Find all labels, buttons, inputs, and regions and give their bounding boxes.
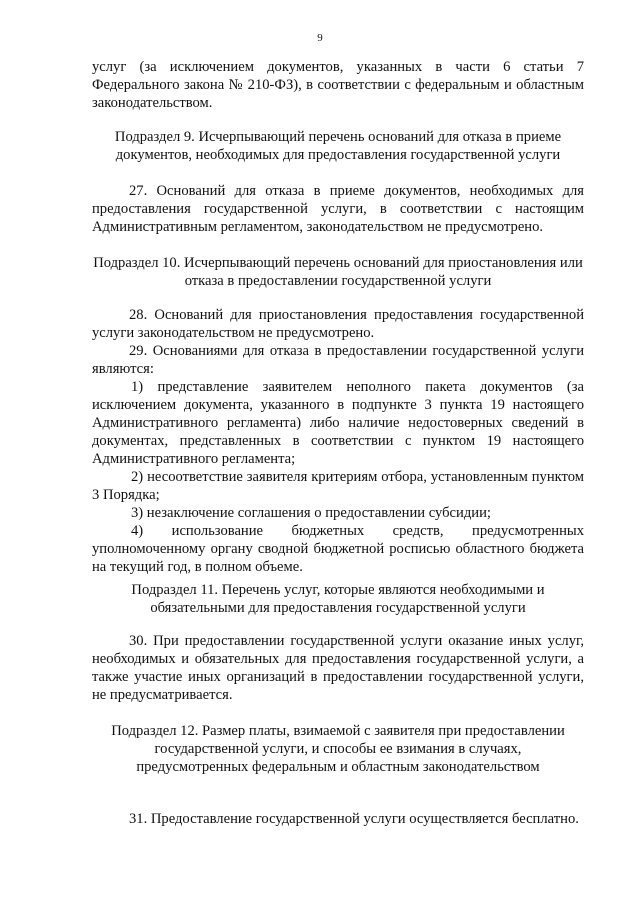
continuation-paragraph: услуг (за исключением документов, указанных в части 6 статьи 7 Федерального закона № 210-ФЗ), в соответствии с федеральным и областным законодательством. (92, 59, 584, 111)
item-29-paragraph: 29. Основаниями для отказа в предоставлении государственной услуги являются: (92, 343, 584, 377)
subsection-9-heading: Подраздел 9. Исчерпывающий перечень оснований для отказа в приеме документов, необходимых для предоставления государственной услуги (114, 129, 562, 163)
subsection-12-heading: Подраздел 12. Размер платы, взимаемой с заявителя при предоставлении государственной услуги, и способы ее взимания в случаях, предусмотренных федеральным и областным законодательством (111, 723, 565, 775)
item-29-4-paragraph: 4) использование бюджетных средств, предусмотренных уполномоченному органу сводной бюджетной росписью областного бюджета на текущий год, в полном объеме. (92, 523, 584, 575)
item-31-paragraph: 31. Предоставление государственной услуги осуществляется бесплатно. (129, 811, 579, 827)
subsection-10-heading: Подраздел 10. Исчерпывающий перечень оснований для приостановления или отказа в предоставлении государственной услуги (93, 255, 583, 289)
item-29-1-paragraph: 1) представление заявителем неполного пакета документов (за исключением документа, указанного в подпункте 3 пункта 19 настоящего Административного регламента) либо наличие недостоверных сведений в документах, представленных в соответствии с пунктом 19 настоящего Административного регламента; (92, 379, 584, 467)
subsection-11-heading: Подраздел 11. Перечень услуг, которые являются необходимыми и обязательными для предоставления государственной услуги (131, 582, 545, 616)
item-27-paragraph: 27. Оснований для отказа в приеме документов, необходимых для предоставления государственной услуги, в соответствии с настоящим Административным регламентом, законодательством не предусмотрено. (92, 183, 584, 235)
item-29-3-paragraph: 3) незаключение соглашения о предоставлении субсидии; (131, 505, 491, 521)
page-number: 9 (317, 32, 323, 44)
item-28-paragraph: 28. Оснований для приостановления предоставления государственной услуги законодательством не предусмотрено. (92, 307, 584, 341)
item-29-2-paragraph: 2) несоответствие заявителя критериям отбора, установленным пунктом 3 Порядка; (92, 469, 584, 503)
item-30-paragraph: 30. При предоставлении государственной услуги оказание иных услуг, необходимых и обязательных для предоставления государственной услуги, а также участие иных организаций в предоставлении государственной услуги, не предусматривается. (92, 633, 584, 703)
